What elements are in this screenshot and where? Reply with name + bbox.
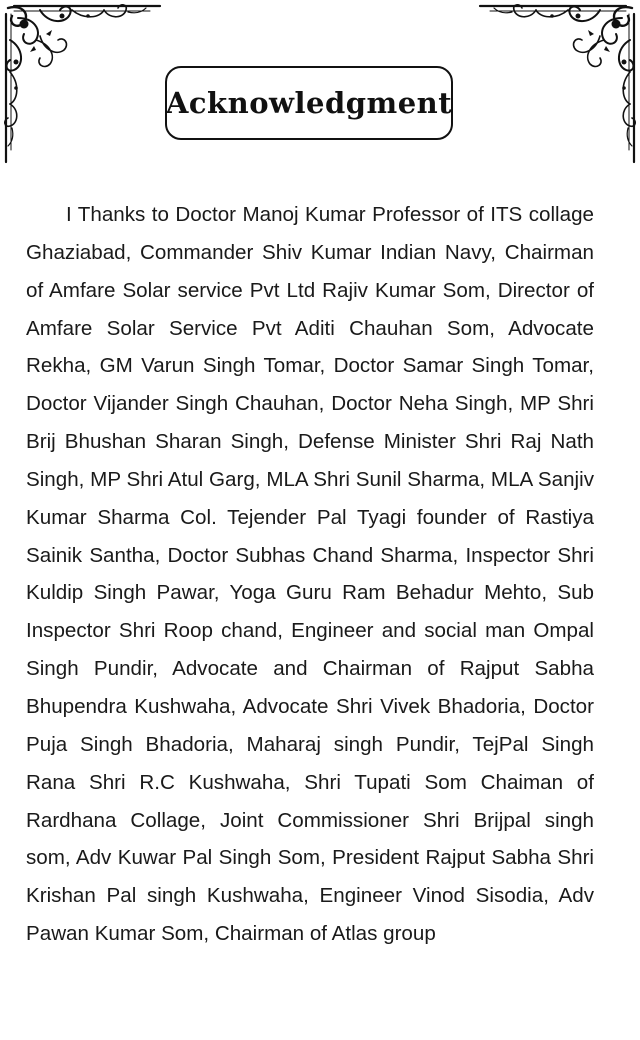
heading-frame <box>165 66 453 140</box>
ornamental-corner-right-icon <box>475 0 640 165</box>
ornamental-corner-left-icon <box>0 0 165 165</box>
page-heading: Acknowledgment <box>165 86 453 120</box>
acknowledgment-paragraph: I Thanks to Doctor Manoj Kumar Professor of ITS collage Ghaziabad, Commander Shiv Kumar Indian Navy, Chairman of Amfare Solar service Pvt Ltd Rajiv Kumar Som, Director of Amfare Solar Service Pvt Aditi Chauhan Som, Advocate Rekha, GM Varun Singh Tomar, Doctor Samar Singh Tomar, Doctor Vijander Singh Chauhan, Doctor Neha Singh, MP Shri Brij Bhushan Sharan Singh, Defense Minister Shri Raj Nath Singh, MP Shri Atul Garg, MLA Shri Sunil Sharma, MLA Sanjiv Kumar Sharma Col. Tejender Pal Tyagi founder of Rastiya Sainik Santha, Doctor Subhas Chand Sharma, Inspector Shri Kuldip Singh Pawar, Yoga Guru Ram Behadur Mehto, Sub Inspector Shri Roop chand, Engineer and social man Ompal Singh Pundir, Advocate and Chairman of Rajput Sabha Bhupendra Kushwaha, Advocate Shri Vivek Bhadoria, Doctor Puja Singh Bhadoria, Maharaj singh Pundir, TejPal Singh Rana Shri R.C Kushwaha, Shri Tupati Som Chaiman of Rardhana Collage, Joint Commissioner Shri Brijpal singh som, Adv Kuwar Pal Singh Som, President Rajput Sabha Shri Krishan Pal singh Kushwaha, Engineer Vinod Sisodia, Adv Pawan Kumar Som, Chairman of Atlas group <box>26 203 594 946</box>
